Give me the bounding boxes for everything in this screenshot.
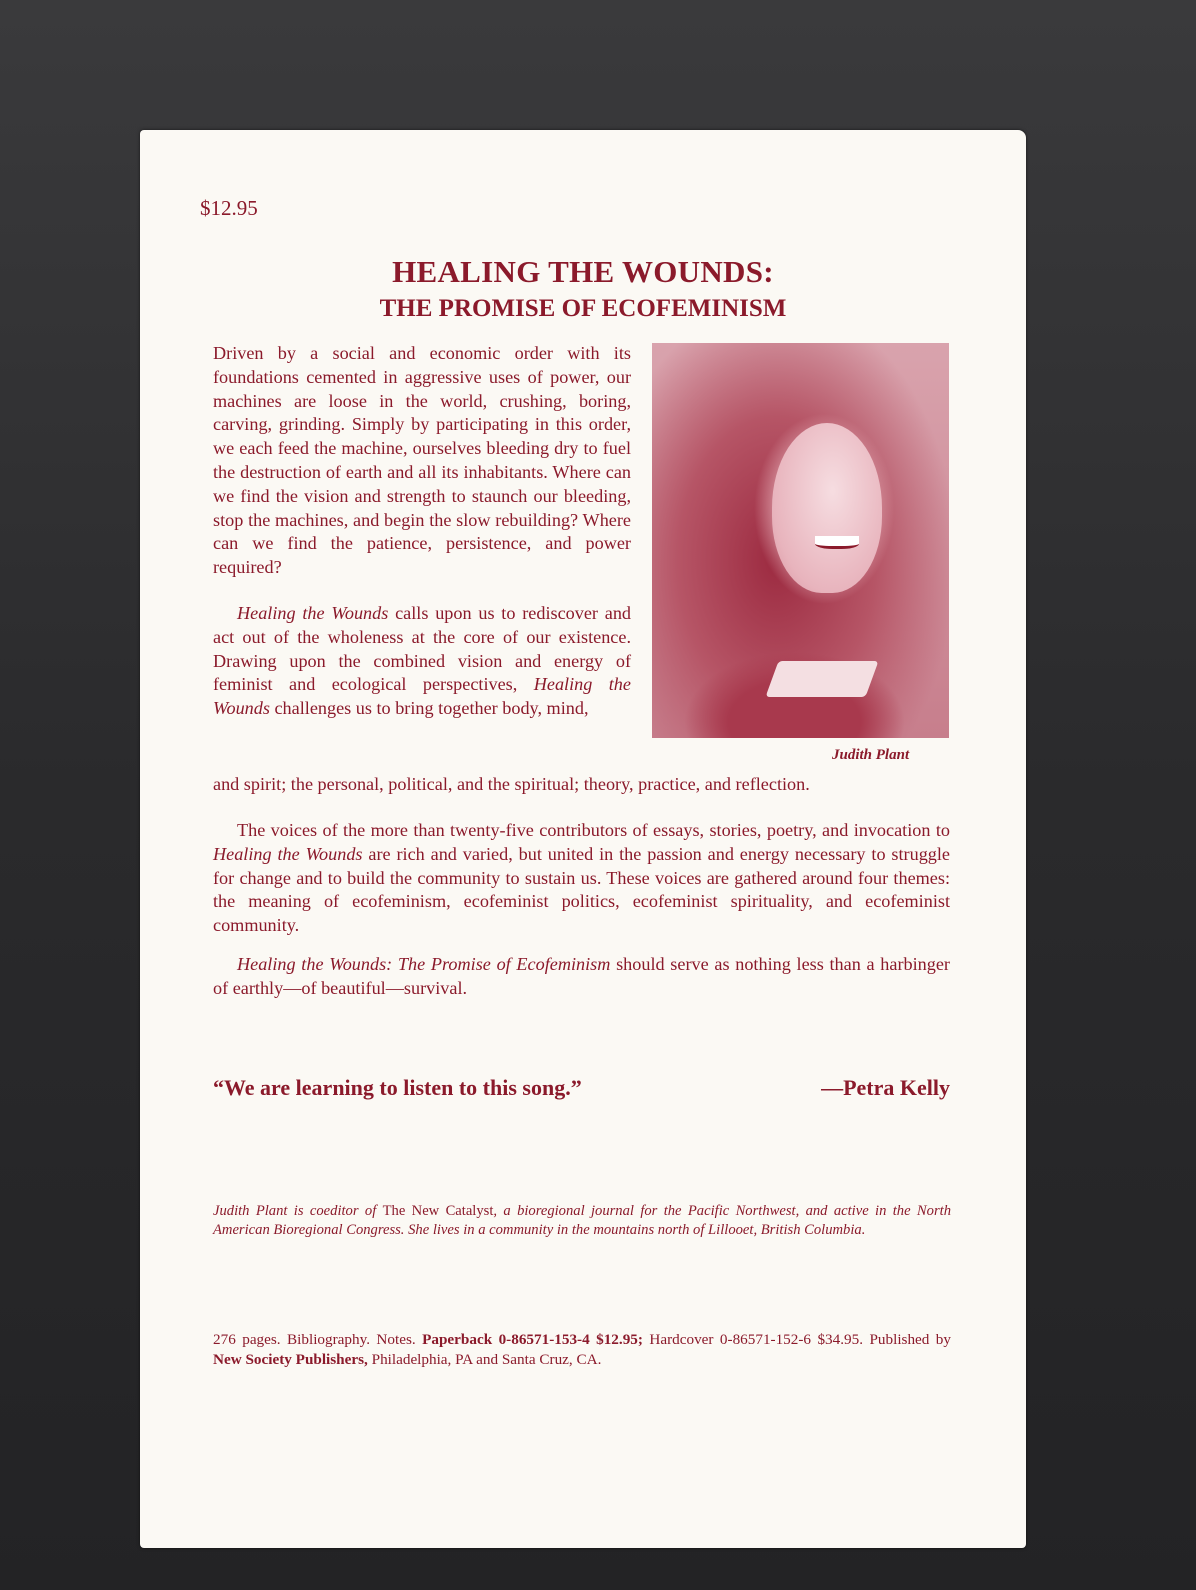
journal-name: The New Catalyst <box>382 1203 494 1219</box>
blurb-paragraph-2-continuation: and spirit; the personal, political, and the spiritual; theory, practice, and reflection. <box>213 774 810 794</box>
book-title: HEALING THE WOUNDS: <box>392 254 774 289</box>
author-photo <box>652 343 949 738</box>
blurb-paragraph-1: Driven by a social and economic order with its foundations cemented in aggressive uses of power, our machines are loose in the world, crushing, boring, carving, grinding. Simply by participating in this order, we each feed the machine, ourselves bleeding dry to fuel the destruction of earth and all its inhabitants. Where can we find the vision and strength to staunch our bleeding, stop the machines, and begin the slow rebuilding? Where can we find the patience, persistence, and power required? <box>213 343 631 578</box>
bio-text: Judith Plant is coeditor of <box>213 1203 383 1219</box>
author-bio <box>213 1202 951 1240</box>
author-face <box>772 423 882 593</box>
pub-text: Philadelphia, PA and Santa Cruz, CA. <box>367 1350 602 1368</box>
book-title-italic: Healing the Wounds: The Promise of Ecofeminism <box>237 954 611 974</box>
publication-details <box>213 1330 951 1369</box>
author-collar <box>765 661 878 697</box>
book-title-italic: Healing the Wounds <box>237 603 389 623</box>
book-title-italic: Healing the Wounds <box>213 843 363 864</box>
book-subtitle: THE PROMISE OF ECOFEMINISM <box>379 295 787 322</box>
publisher-name: New Society Publishers, <box>213 1350 368 1368</box>
price-label: $12.95 <box>200 196 258 220</box>
blurb-paragraph-4 <box>213 953 950 1001</box>
photo-caption: Judith Plant <box>832 747 910 763</box>
paperback-isbn: Paperback 0-86571-153-4 $12.95; <box>422 1331 643 1348</box>
endorsement-attribution: —Petra Kelly <box>821 1075 950 1100</box>
paragraph-text: should serve as nothing less than a harbinger of earthly—of beautiful—survival. <box>213 954 950 998</box>
bio-text: , a bioregional journal for the Pacific Northwest, and active in the North American Bioregional Congress. She lives in a community in the mountains north of Lillooet, British Columbia. <box>213 1203 951 1238</box>
pub-text: Hardcover 0-86571-152-6 $34.95. Published by <box>642 1331 951 1348</box>
blurb-paragraph-2 <box>213 602 631 721</box>
paragraph-text: The voices of the more than twenty-five contributors of essays, stories, poetry, and invocation to <box>237 820 950 840</box>
author-smile <box>815 536 859 549</box>
book-back-cover <box>140 130 1026 1548</box>
paragraph-text: calls upon us to rediscover and act out of the wholeness at the core of our existence. Drawing upon the combined vision and energy of feminist and ecological perspectives, <box>213 603 632 695</box>
blurb-paragraph-3 <box>213 819 950 938</box>
paragraph-text: challenges us to bring together body, mind, <box>269 698 589 719</box>
paragraph-text: are rich and varied, but united in the passion and energy necessary to struggle for change and to build the community to sustain us. These voices are gathered around four themes: the meaning of ecofeminism, ecofeminist politics, ecofeminist spirituality, and ecofeminist community. <box>213 843 951 936</box>
book-title-italic: Healing the Wounds <box>213 674 631 719</box>
pub-text: 276 pages. Bibliography. Notes. <box>213 1331 423 1348</box>
endorsement-quote: “We are learning to listen to this song.” <box>213 1075 582 1100</box>
